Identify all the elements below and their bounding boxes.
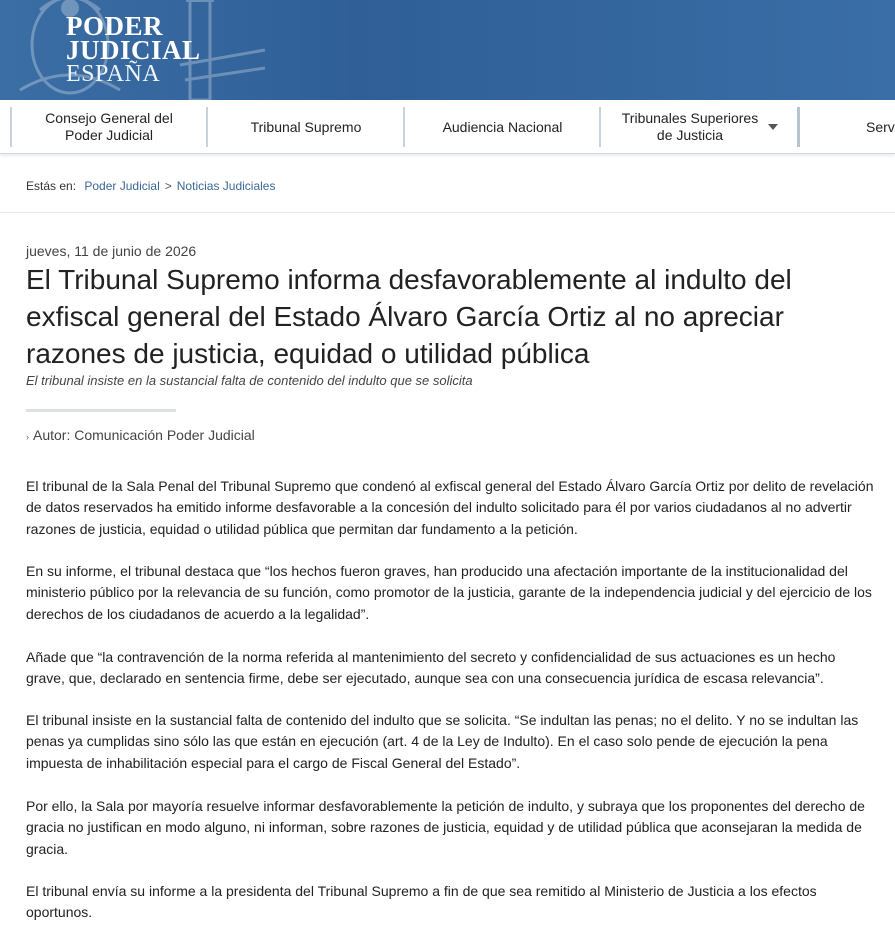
article-paragraph: El tribunal insiste en la sustancial falta de contenido del indulto que se solicita. “Se indultan las penas; no el delito. Y no se indultan las penas ya cumplidas sino sólo las que están en ejecución (art. 4 de la Ley de Indulto). En el caso solo pende de ejecución la pena impuesta de inhabilitación especial para el cargo de Fiscal General del Estado”.: [26, 712, 859, 771]
chevron-right-icon: ›: [26, 432, 29, 442]
nav-item-label: Audiencia Nacional: [442, 118, 563, 135]
nav-item-label: Tribunal Supremo: [250, 118, 362, 135]
article-paragraph: El tribunal envía su informe a la presidenta del Tribunal Supremo a fin de que sea remitido al Ministerio de Justicia a los efectos oportunos.: [26, 883, 817, 921]
logo-line-1: PODER: [66, 11, 163, 41]
author-label: Autor: Comunicación Poder Judicial: [33, 427, 255, 443]
nav-item-cgpj[interactable]: [12, 100, 206, 154]
breadcrumb-separator: >: [164, 179, 172, 193]
breadcrumb-prefix: Estás en:: [26, 179, 77, 193]
breadcrumb: [26, 179, 275, 193]
nav-item-label: Tribunales Superiores de Justicia: [621, 110, 759, 143]
article-paragraph: Por ello, la Sala por mayoría resuelve informar desfavorablemente la petición de indulto, y subraya que los proponentes del derecho de gracia no justifican en modo alguno, ni informan, sobre razones de justicia, equidad y de utilidad pública que aconsejaran la medida de gracia.: [26, 798, 865, 857]
nav-item-label: Consejo General del Poder Judicial: [45, 110, 173, 143]
breadcrumb-link-noticias[interactable]: Noticias Judiciales: [176, 179, 276, 193]
nav-divider: [797, 107, 800, 147]
chevron-down-icon: [768, 124, 778, 130]
article-subtitle: El tribunal insiste en la sustancial falta de contenido del indulto que se solicita: [26, 373, 473, 388]
title-divider: [26, 409, 176, 412]
breadcrumb-divider: [0, 212, 895, 213]
article-paragraph: Añade que “la contravención de la norma referida al mantenimiento del secreto y confidencialidad de sus actuaciones es un hecho grave, que, declarado en sentencia firme, debe ser ejecutado, aunque sea con una consecuencia jurídica de escasa relevancia”.: [26, 649, 836, 687]
nav-item-tsj-dropdown[interactable]: [601, 100, 797, 154]
logo-line-3: ESPAÑA: [66, 61, 161, 87]
logo-line-2: JUDICIAL: [66, 35, 201, 65]
main-nav: [0, 100, 895, 154]
article-paragraph: En su informe, el tribunal destaca que “los hechos fueron graves, han producido una afectación importante de la institucionalidad del ministerio público por la relevancia de su función, como promotor de la justicia, garante de la independencia judicial y del ejercicio de los derechos de los ciudadanos de acuerdo a la legalidad”.: [26, 563, 872, 622]
nav-item-label: Serv: [866, 118, 895, 135]
nav-item-audiencia-nacional[interactable]: [405, 100, 600, 154]
article-paragraph: El tribunal de la Sala Penal del Tribunal Supremo que condenó al exfiscal general del Estado Álvaro García Ortiz por delito de revelación de datos reservados ha emitido informe desfavorable a la concesión del indulto solicitado para él por varios ciudadanos al no advertir razones de justicia, equidad o utilidad pública que permitan dar fundamento a la petición.: [26, 478, 874, 537]
breadcrumb-link-poder-judicial[interactable]: Poder Judicial: [84, 179, 160, 193]
nav-item-servicios[interactable]: [866, 100, 895, 154]
site-logo[interactable]: [66, 11, 201, 87]
nav-item-tribunal-supremo[interactable]: [208, 100, 404, 154]
site-header: [0, 0, 895, 100]
article-author: [26, 427, 255, 443]
article-date: jueves, 11 de junio de 2026: [26, 243, 197, 259]
article-title: El Tribunal Supremo informa desfavorablemente al indulto del exfiscal general del Estado Álvaro García Ortiz al no apreciar razones de justicia, equidad o utilidad pública: [26, 264, 792, 369]
